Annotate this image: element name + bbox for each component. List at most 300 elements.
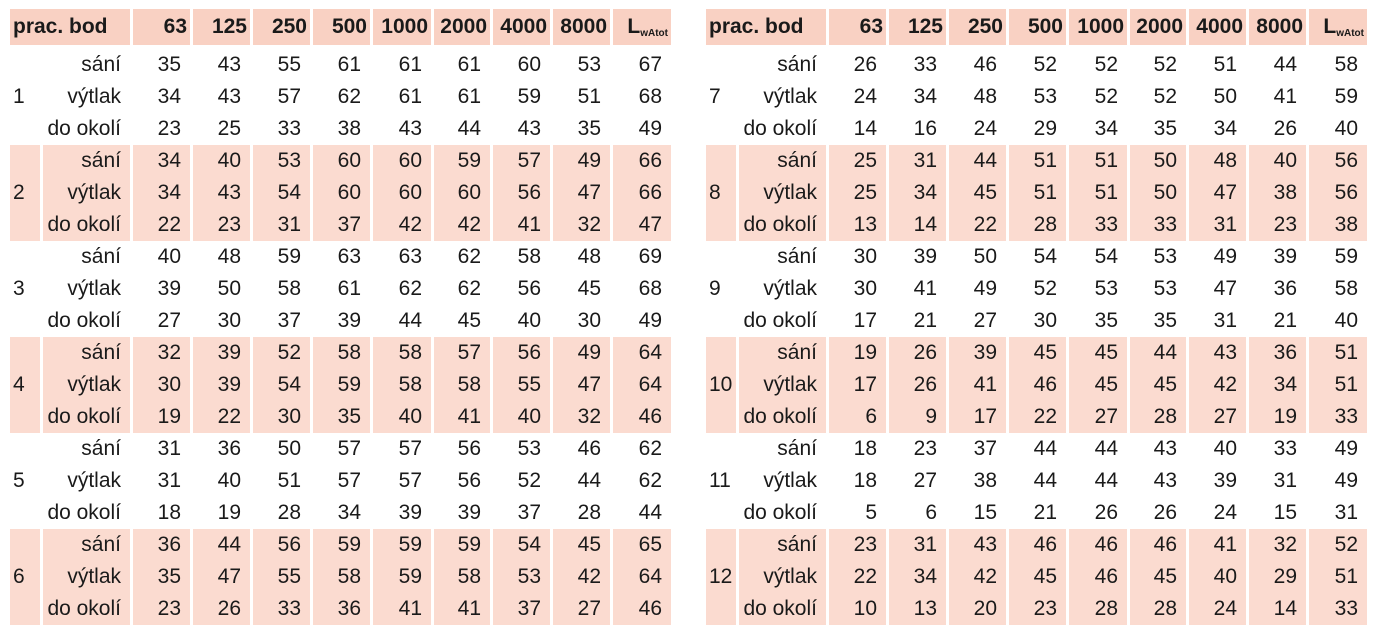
header-band-8000: 8000 (1249, 9, 1306, 45)
value-cell: 46 (1009, 529, 1066, 561)
row-label-text: výtlak (67, 373, 121, 396)
total-value-cell: 58 (1334, 53, 1358, 76)
value-cell: 53 (1033, 85, 1057, 108)
value-cell: 38 (337, 117, 361, 140)
table-row (10, 113, 671, 145)
value-cell: 40 (217, 469, 241, 492)
table-row (10, 369, 671, 401)
value-cell: 58 (313, 561, 370, 593)
value-cell: 52 (1033, 277, 1057, 300)
total-value-cell: 46 (613, 593, 671, 625)
value-cell: 33 (1069, 209, 1127, 241)
value-cell: 49 (553, 145, 610, 177)
value-cell: 32 (553, 209, 610, 241)
table-row (706, 145, 1367, 177)
value-cell: 30 (577, 309, 601, 332)
value-cell: 43 (217, 53, 241, 76)
row-label (43, 561, 130, 593)
value-cell: 37 (517, 501, 541, 524)
row-label (739, 593, 826, 625)
noise-table-right (703, 9, 1370, 625)
table-row (10, 273, 671, 305)
value-cell: 30 (853, 245, 877, 268)
value-cell: 39 (949, 337, 1006, 369)
table-row (706, 241, 1367, 273)
value-cell: 31 (889, 529, 946, 561)
value-cell: 35 (1153, 117, 1177, 140)
value-cell: 13 (889, 593, 946, 625)
total-value-cell: 59 (1334, 85, 1358, 108)
table-row (10, 465, 671, 497)
value-cell: 54 (1094, 245, 1118, 268)
value-cell: 44 (1094, 469, 1118, 492)
value-cell: 35 (157, 53, 181, 76)
value-cell: 27 (913, 469, 937, 492)
value-cell: 6 (925, 501, 937, 524)
total-value-cell: 38 (1309, 209, 1367, 241)
table-row (706, 497, 1367, 529)
value-cell: 19 (1249, 401, 1306, 433)
header-total-subscript: wAtot (640, 28, 668, 39)
row-label-text: výtlak (67, 469, 121, 492)
value-cell: 15 (1273, 501, 1297, 524)
header-prac-bod: prac. bod (706, 9, 826, 45)
value-cell: 31 (1273, 469, 1297, 492)
value-cell: 62 (398, 277, 422, 300)
value-cell: 34 (1094, 117, 1118, 140)
header-band-500: 500 (1009, 9, 1066, 45)
value-cell: 30 (133, 369, 190, 401)
value-cell: 52 (1153, 85, 1177, 108)
value-cell: 41 (493, 209, 550, 241)
value-cell: 31 (1189, 209, 1246, 241)
table-row (10, 45, 671, 81)
value-cell: 22 (133, 209, 190, 241)
total-value-cell: 69 (638, 245, 662, 268)
value-cell: 37 (313, 209, 370, 241)
value-cell: 40 (1249, 145, 1306, 177)
value-cell: 33 (253, 593, 310, 625)
value-cell: 34 (913, 85, 937, 108)
value-cell: 22 (829, 561, 886, 593)
value-cell: 44 (1094, 437, 1118, 460)
value-cell: 26 (1153, 501, 1177, 524)
value-cell: 58 (313, 337, 370, 369)
value-cell: 44 (457, 117, 481, 140)
table-row (10, 177, 671, 209)
value-cell: 50 (1130, 145, 1186, 177)
value-cell: 52 (1094, 85, 1118, 108)
value-cell: 14 (889, 209, 946, 241)
value-cell: 33 (277, 117, 301, 140)
value-cell: 43 (1189, 337, 1246, 369)
value-cell: 60 (313, 177, 370, 209)
header-band-2000: 2000 (434, 9, 490, 45)
value-cell: 53 (577, 53, 601, 76)
total-value-cell: 64 (613, 337, 671, 369)
value-cell: 49 (553, 337, 610, 369)
value-cell: 28 (1069, 593, 1127, 625)
value-cell: 45 (1130, 369, 1186, 401)
value-cell: 39 (1273, 245, 1297, 268)
value-cell: 57 (277, 85, 301, 108)
row-label (739, 433, 826, 465)
value-cell: 46 (973, 53, 997, 76)
value-cell: 61 (337, 277, 361, 300)
row-label-text: výtlak (67, 85, 121, 108)
value-cell: 44 (398, 309, 422, 332)
value-cell: 39 (193, 337, 250, 369)
row-label (43, 337, 130, 369)
value-cell: 30 (253, 401, 310, 433)
value-cell: 40 (1213, 437, 1237, 460)
value-cell: 44 (949, 145, 1006, 177)
value-cell: 35 (577, 117, 601, 140)
table-row (706, 45, 1367, 81)
value-cell: 39 (337, 309, 361, 332)
value-cell: 17 (829, 369, 886, 401)
value-cell: 41 (1273, 85, 1297, 108)
value-cell: 42 (949, 561, 1006, 593)
value-cell: 28 (1009, 209, 1066, 241)
value-cell: 62 (457, 245, 481, 268)
row-label (43, 145, 130, 177)
value-cell: 19 (217, 501, 241, 524)
value-cell: 16 (913, 117, 937, 140)
row-label-text: sání (777, 245, 817, 268)
value-cell: 34 (133, 177, 190, 209)
header-band-125: 125 (193, 9, 250, 45)
table-row (706, 529, 1367, 561)
value-cell: 21 (1273, 309, 1297, 332)
value-cell: 59 (373, 561, 431, 593)
row-label-text: do okolí (743, 597, 817, 620)
value-cell: 21 (913, 309, 937, 332)
value-cell: 61 (457, 85, 481, 108)
row-label (739, 369, 826, 401)
row-label (43, 81, 130, 113)
value-cell: 13 (829, 209, 886, 241)
row-label-text: sání (81, 245, 121, 268)
value-cell: 40 (517, 309, 541, 332)
value-cell: 30 (853, 277, 877, 300)
header-band-2000: 2000 (1130, 9, 1186, 45)
total-value-cell: 56 (1309, 177, 1367, 209)
value-cell: 60 (517, 53, 541, 76)
value-cell: 53 (1094, 277, 1118, 300)
value-cell: 36 (217, 437, 241, 460)
total-value-cell: 51 (1309, 369, 1367, 401)
value-cell: 41 (434, 593, 490, 625)
value-cell: 27 (553, 593, 610, 625)
value-cell: 23 (913, 437, 937, 460)
row-label (739, 561, 826, 593)
total-value-cell: 40 (1334, 309, 1358, 332)
table-row (706, 209, 1367, 241)
value-cell: 22 (949, 209, 1006, 241)
total-value-cell: 67 (638, 53, 662, 76)
table-row (10, 593, 671, 625)
table-row (706, 465, 1367, 497)
value-cell: 38 (1249, 177, 1306, 209)
total-value-cell: 68 (638, 85, 662, 108)
value-cell: 34 (889, 177, 946, 209)
value-cell: 26 (853, 53, 877, 76)
value-cell: 56 (253, 529, 310, 561)
value-cell: 61 (398, 85, 422, 108)
value-cell: 26 (889, 369, 946, 401)
value-cell: 14 (1249, 593, 1306, 625)
total-value-cell: 66 (613, 177, 671, 209)
value-cell: 45 (577, 277, 601, 300)
value-cell: 9 (889, 401, 946, 433)
value-cell: 45 (1009, 561, 1066, 593)
header-band-8000: 8000 (553, 9, 610, 45)
total-value-cell: 51 (1309, 337, 1367, 369)
value-cell: 46 (1069, 561, 1127, 593)
header-total-subscript: wAtot (1336, 28, 1364, 39)
point-number: 11 (709, 469, 731, 492)
header-total-main: L (627, 15, 641, 38)
value-cell: 45 (1069, 337, 1127, 369)
value-cell: 53 (253, 145, 310, 177)
total-value-cell: 49 (1334, 437, 1358, 460)
value-cell: 55 (493, 369, 550, 401)
point-number: 1 (13, 85, 25, 108)
value-cell: 42 (553, 561, 610, 593)
row-label (43, 369, 130, 401)
row-label-text: do okolí (743, 309, 817, 332)
point-number: 9 (709, 277, 721, 300)
value-cell: 32 (133, 337, 190, 369)
row-label-text: sání (777, 341, 817, 364)
header-total-main: L (1323, 15, 1337, 38)
value-cell: 39 (457, 501, 481, 524)
value-cell: 31 (889, 145, 946, 177)
value-cell: 58 (517, 245, 541, 268)
value-cell: 15 (973, 501, 997, 524)
row-label (739, 45, 826, 81)
value-cell: 50 (973, 245, 997, 268)
total-value-cell: 62 (638, 469, 662, 492)
value-cell: 59 (373, 529, 431, 561)
row-label (43, 497, 130, 529)
table-row (10, 209, 671, 241)
value-cell: 45 (1009, 337, 1066, 369)
value-cell: 32 (1249, 529, 1306, 561)
value-cell: 56 (517, 277, 541, 300)
total-value-cell: 49 (1334, 469, 1358, 492)
header-band-500: 500 (313, 9, 370, 45)
value-cell: 38 (973, 469, 997, 492)
value-cell: 41 (373, 593, 431, 625)
value-cell: 25 (829, 177, 886, 209)
value-cell: 35 (1094, 309, 1118, 332)
value-cell: 45 (553, 529, 610, 561)
table-row (706, 81, 1367, 113)
value-cell: 20 (949, 593, 1006, 625)
value-cell: 37 (277, 309, 301, 332)
value-cell: 53 (1153, 277, 1177, 300)
value-cell: 57 (337, 469, 361, 492)
row-label-text: výtlak (763, 85, 817, 108)
table-row (706, 561, 1367, 593)
row-label-text: výtlak (763, 277, 817, 300)
value-cell: 40 (157, 245, 181, 268)
value-cell: 43 (193, 177, 250, 209)
point-number: 2 (10, 145, 40, 241)
value-cell: 47 (553, 369, 610, 401)
value-cell: 50 (1213, 85, 1237, 108)
value-cell: 14 (853, 117, 877, 140)
table-row (706, 337, 1367, 369)
value-cell: 23 (1009, 593, 1066, 625)
value-cell: 34 (337, 501, 361, 524)
row-label-text: výtlak (67, 565, 121, 588)
value-cell: 34 (889, 561, 946, 593)
total-value-cell: 33 (1309, 401, 1367, 433)
table-row (706, 369, 1367, 401)
total-value-cell: 33 (1309, 593, 1367, 625)
row-label (739, 81, 826, 113)
value-cell: 41 (913, 277, 937, 300)
value-cell: 39 (157, 277, 181, 300)
noise-table-left (7, 9, 674, 625)
total-value-cell: 47 (613, 209, 671, 241)
table-row (706, 113, 1367, 145)
value-cell: 57 (493, 145, 550, 177)
value-cell: 63 (398, 245, 422, 268)
row-label-text: sání (777, 53, 817, 76)
value-cell: 51 (1009, 145, 1066, 177)
point-number: 10 (706, 337, 736, 433)
value-cell: 45 (1069, 369, 1127, 401)
value-cell: 44 (1033, 437, 1057, 460)
value-cell: 17 (949, 401, 1006, 433)
value-cell: 27 (157, 309, 181, 332)
row-label (739, 529, 826, 561)
header-total-lwatot (613, 9, 671, 45)
point-number: 8 (706, 145, 736, 241)
table-row (10, 561, 671, 593)
value-cell: 27 (1189, 401, 1246, 433)
value-cell: 33 (1273, 437, 1297, 460)
value-cell: 10 (829, 593, 886, 625)
value-cell: 23 (133, 593, 190, 625)
value-cell: 54 (1033, 245, 1057, 268)
value-cell: 5 (865, 501, 877, 524)
value-cell: 52 (1153, 53, 1177, 76)
value-cell: 32 (553, 401, 610, 433)
table-row (706, 177, 1367, 209)
value-cell: 48 (577, 245, 601, 268)
value-cell: 59 (277, 245, 301, 268)
value-cell: 52 (1033, 53, 1057, 76)
row-label (43, 305, 130, 337)
point-number: 3 (13, 277, 25, 300)
total-value-cell: 68 (638, 277, 662, 300)
value-cell: 51 (1069, 177, 1127, 209)
value-cell: 56 (493, 337, 550, 369)
value-cell: 36 (313, 593, 370, 625)
row-label-text: do okolí (743, 213, 817, 236)
value-cell: 54 (253, 177, 310, 209)
row-label (43, 45, 130, 81)
point-number: 12 (706, 529, 736, 625)
row-label (43, 177, 130, 209)
total-value-cell: 31 (1334, 501, 1358, 524)
value-cell: 27 (973, 309, 997, 332)
value-cell: 37 (493, 593, 550, 625)
value-cell: 47 (1189, 177, 1246, 209)
row-label (43, 433, 130, 465)
row-label (739, 177, 826, 209)
value-cell: 42 (373, 209, 431, 241)
value-cell: 26 (193, 593, 250, 625)
total-value-cell: 44 (638, 501, 662, 524)
value-cell: 6 (829, 401, 886, 433)
header-row (706, 9, 1367, 45)
value-cell: 26 (1094, 501, 1118, 524)
value-cell: 62 (337, 85, 361, 108)
value-cell: 57 (398, 469, 422, 492)
row-label-text: do okolí (47, 405, 121, 428)
value-cell: 46 (1069, 529, 1127, 561)
table-row (706, 305, 1367, 337)
point-number: 6 (10, 529, 40, 625)
total-value-cell: 49 (638, 309, 662, 332)
value-cell: 50 (277, 437, 301, 460)
value-cell: 55 (253, 561, 310, 593)
value-cell: 33 (913, 53, 937, 76)
value-cell: 53 (517, 437, 541, 460)
row-label (739, 465, 826, 497)
row-label (739, 241, 826, 273)
row-label (43, 529, 130, 561)
table-row (10, 433, 671, 465)
value-cell: 41 (1189, 529, 1246, 561)
value-cell: 39 (913, 245, 937, 268)
value-cell: 19 (829, 337, 886, 369)
value-cell: 43 (1153, 469, 1177, 492)
value-cell: 34 (1213, 117, 1237, 140)
table-row (10, 401, 671, 433)
value-cell: 30 (1033, 309, 1057, 332)
value-cell: 46 (577, 437, 601, 460)
value-cell: 42 (1189, 369, 1246, 401)
value-cell: 21 (1033, 501, 1057, 524)
header-band-250: 250 (253, 9, 310, 45)
row-label (739, 209, 826, 241)
value-cell: 24 (1213, 501, 1237, 524)
value-cell: 24 (973, 117, 997, 140)
value-cell: 22 (193, 401, 250, 433)
row-label (739, 401, 826, 433)
row-label (739, 337, 826, 369)
value-cell: 26 (889, 337, 946, 369)
table-row (706, 273, 1367, 305)
point-number: 7 (709, 85, 721, 108)
value-cell: 51 (577, 85, 601, 108)
table-row (10, 529, 671, 561)
value-cell: 24 (853, 85, 877, 108)
row-label (739, 113, 826, 145)
value-cell: 40 (373, 401, 431, 433)
row-label-text: sání (81, 341, 121, 364)
value-cell: 18 (853, 469, 877, 492)
value-cell: 54 (253, 369, 310, 401)
value-cell: 22 (1009, 401, 1066, 433)
